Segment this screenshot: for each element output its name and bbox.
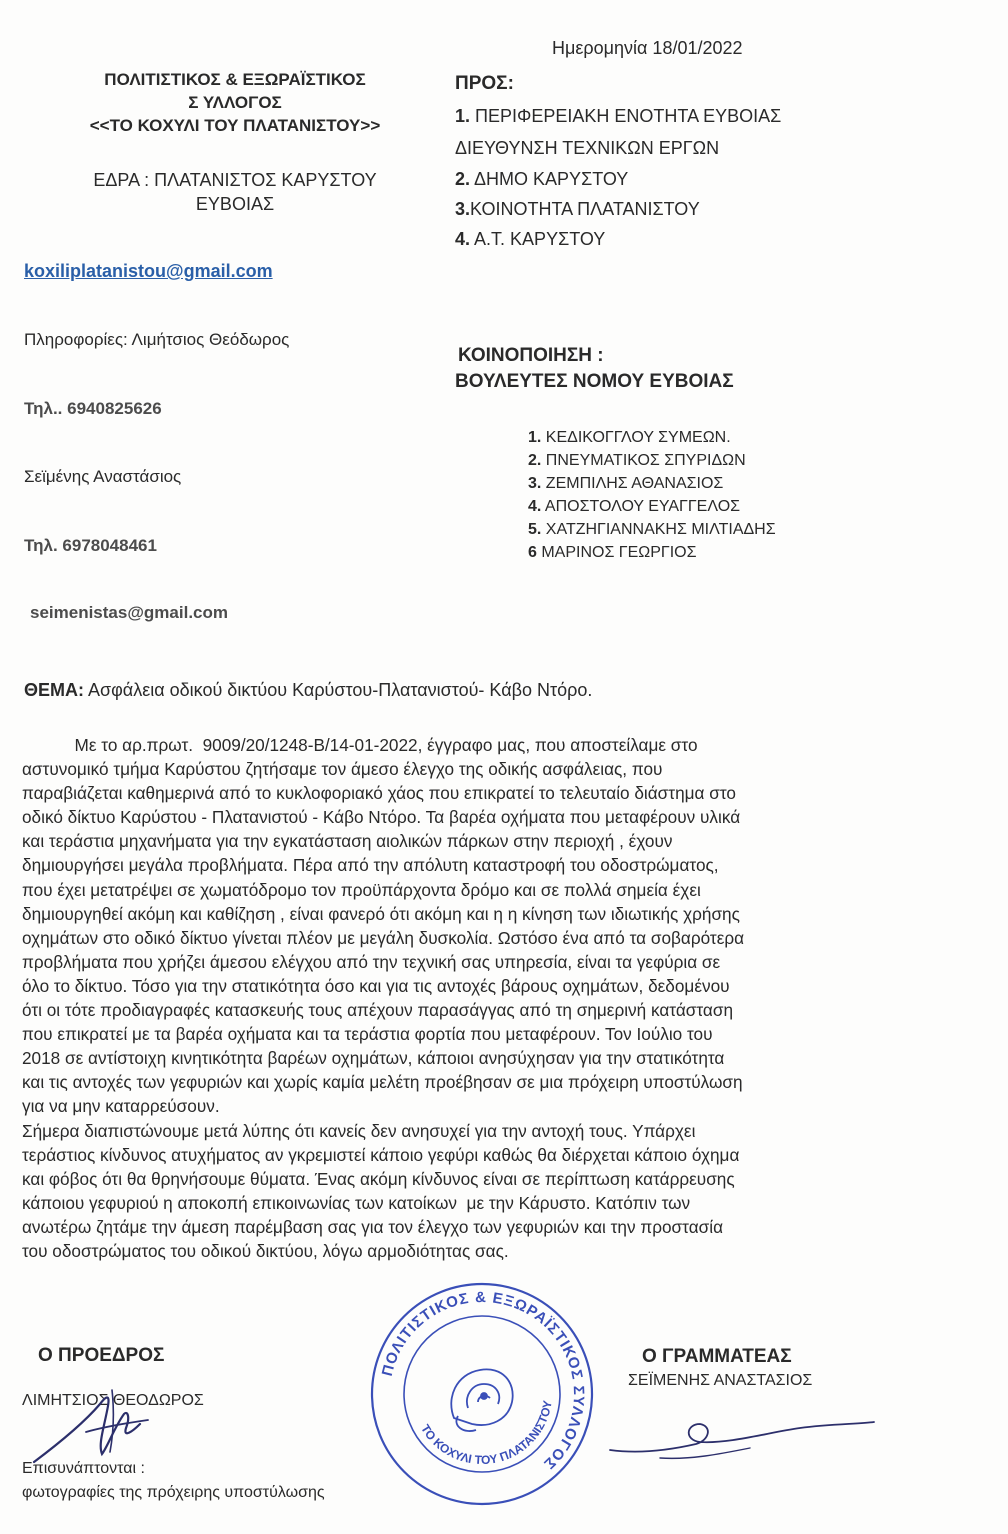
- body-line: και φόβος ότι θα θρηνήσουμε θύματα. Ένας ακόμη κίνδυνος είναι σε περίπτωση κατάρρευσης: [22, 1168, 735, 1189]
- email-2: seimenistas@gmail.com: [30, 603, 228, 622]
- sender-organisation: [50, 68, 420, 137]
- recipient-item: [455, 199, 700, 220]
- shell-icon: [451, 1369, 512, 1431]
- body-line: του οδοστρώματος του οδικού δικτύου, λόγω αρμοδιότητας σας.: [22, 1240, 509, 1261]
- president-name: ΛΙΜΗΤΣΙΟΣ ΘΕΟΔΩΡΟΣ: [22, 1392, 204, 1409]
- recipient-text: ΔΗΜΟ ΚΑΡΥΣΤΟΥ: [470, 169, 629, 189]
- body-line: ανωτέρω ζητάμε την άμεση παρέμβαση σας για τον έλεγχο των γεφυριών και την προστασία: [22, 1216, 724, 1237]
- list-item: [528, 541, 776, 564]
- sender-seat: [40, 168, 430, 216]
- recipient-text: Α.Τ. ΚΑΡΥΣΤΟΥ: [470, 229, 606, 249]
- mp-name: ΧΑΤΖΗΓΙΑΝΝΑΚΗΣ ΜΙΛΤΙΑΔΗΣ: [541, 521, 776, 538]
- mp-number: 5.: [528, 521, 542, 538]
- body-line: 2018 σε αντίστοιχη κινητικότητα βαρέων οχημάτων, κάποιοι ανησύχησαν για την στατικότητα: [22, 1048, 725, 1069]
- seat-line2: ΕΥΒΟΙΑΣ: [195, 194, 275, 214]
- body-line: προβλήματα που χρήζει άμεσου ελέγχου από την τεχνική σας υπηρεσία, είναι τα γεφύρια σε: [22, 951, 721, 972]
- body-line: κάποιου γεφυριού η αποκοπή επικοινωνίας των κατοίκων με την Κάρυστο. Κατόπιν των: [22, 1192, 691, 1213]
- body-line: και τεράστια μηχανήματα για την εγκατάσταση αιολικών πάρκων στην περιοχή , έχουν: [22, 831, 673, 852]
- list-item: [528, 426, 776, 449]
- body-line: Με το αρ.πρωτ. 9009/20/1248-Β/14-01-2022, έγγραφο μας, που αποστείλαμε στο: [22, 735, 698, 755]
- recipient-number: 2.: [455, 169, 471, 189]
- date-line: Ημερομηνία 18/01/2022: [552, 38, 743, 58]
- list-item: [528, 518, 776, 541]
- recipient-item: [455, 229, 605, 250]
- cc-heading: ΚΟΙΝΟΠΟΙΗΣΗ :: [458, 345, 604, 366]
- body-line: Σήμερα διαπιστώνουμε μετά λύπης ότι κανείς δεν ανησυχεί για την αντοχή τους. Υπάρχει: [22, 1120, 696, 1141]
- recipients-heading: ΠΡΟΣ:: [455, 73, 514, 94]
- body-line: ότι οι τότε προδιαγραφές κατασκευής τους απέχουν παρασάγγας από τη σημερινή κατάσταση: [22, 1000, 734, 1021]
- recipient-number: 1.: [455, 106, 471, 126]
- contact-person-2: Σεϊμένης Αναστάσιος: [24, 467, 182, 486]
- subject-label: ΘΕΜΑ:: [24, 680, 84, 700]
- letter-body: [22, 733, 908, 1263]
- mp-list: [528, 426, 776, 564]
- org-name-line2: Σ ΥΛΛΟΓΟΣ: [188, 93, 282, 112]
- recipient-text: ΠΕΡΙΦΕΡΕΙΑΚΗ ΕΝΟΤΗΤΑ ΕΥΒΟΙΑΣ: [470, 106, 782, 126]
- recipient-number: 4.: [455, 229, 471, 249]
- org-name-line1: ΠΟΛΙΤΙΣΤΙΚΟΣ & ΕΞΩΡΑΪΣΤΙΚΟΣ: [104, 70, 366, 89]
- president-title: Ο ΠΡΟΕΔΡΟΣ: [38, 1345, 165, 1366]
- seat-line1: ΕΔΡΑ : ΠΛΑΤΑΝΙΣΤΟΣ ΚΑΡΥΣΤΟΥ: [93, 170, 377, 190]
- seal-inner-text: ΤΟ ΚΟΧΥΛΙ ΤΟΥ ΠΛΑΤΑΝΙΣΤΟΥ: [418, 1399, 555, 1468]
- phone-2: Τηλ. 6978048461: [24, 536, 157, 555]
- mp-number: 6: [528, 544, 537, 561]
- body-line: που έχει μετατρέψει σε χωματόδρομο τον προϋπάρχοντα δρόμο και σε πολλά σημεία έχει: [22, 879, 701, 900]
- body-line: για να μην καταρρεύσουν.: [22, 1096, 220, 1117]
- seal-ring-text: ΠΟΛΙΤΙΣΤΙΚΟΣ & ΕΞΩΡΑΪΣΤΙΚΟΣ ΣΥΛΛΟΓΟΣ: [378, 1288, 588, 1473]
- association-seal: [366, 1278, 598, 1510]
- body-line: δημιουργηθεί ακόμη και καθίζηση , είναι φανερό ότι ακόμη και η η κίνηση των ιδιωτικής χρήσης: [22, 903, 740, 924]
- recipient-number: 3.: [455, 199, 471, 219]
- attachments-label: Επισυνάπτονται :: [22, 1460, 145, 1477]
- list-item: [528, 449, 776, 472]
- mp-number: 4.: [528, 498, 542, 515]
- mp-name: ΠΝΕΥΜΑΤΙΚΟΣ ΣΠΥΡΙΔΩΝ: [541, 452, 746, 469]
- mp-number: 1.: [528, 429, 542, 446]
- body-line: που επικρατεί με τα βαρέα οχήματα και τα τεράστια φορτία που μεταφέρουν. Τον Ιούλιο του: [22, 1024, 713, 1045]
- body-line: οδικό δίκτυο Καρύστου - Πλατανιστού - Κάβο Ντόρο. Τα βαρέα οχήματα που μεταφέρουν υλικά: [22, 807, 741, 828]
- org-name-line3: <<ΤΟ ΚΟΧΥΛΙ ΤΟΥ ΠΛΑΤΑΝΙΣΤΟΥ>>: [89, 116, 381, 135]
- cc-subheading: ΒΟΥΛΕΥΤΕΣ ΝΟΜΟΥ ΕΥΒΟΙΑΣ: [455, 371, 734, 392]
- list-item: [528, 472, 776, 495]
- mp-name: ΑΠΟΣΤΟΛΟΥ ΕΥΑΓΓΕΛΟΣ: [541, 498, 741, 515]
- body-line: αστυνομικό τμήμα Καρύστου ζητήσαμε τον άμεσο έλεγχο της οδικής ασφάλειας, που: [22, 759, 663, 780]
- list-item: [528, 495, 776, 518]
- secretary-signature: [600, 1398, 880, 1478]
- info-contact: Πληροφορίες: Λιμήτσιος Θεόδωρος: [24, 330, 290, 349]
- mp-name: ΜΑΡΙΝΟΣ ΓΕΩΡΓΙΟΣ: [536, 544, 697, 561]
- recipient-text: ΚΟΙΝΟΤΗΤΑ ΠΛΑΤΑΝΙΣΤΟΥ: [470, 199, 700, 219]
- body-line: όλο το δίκτυο. Τόσο για την στατικότητα όσο και για τις αντοχές βάρους οχημάτων, δεδομένου: [22, 975, 730, 996]
- secretary-title: Ο ΓΡΑΜΜΑΤΕΑΣ: [642, 1346, 792, 1367]
- recipient-text: ΔΙΕΥΘΥΝΣΗ ΤΕΧΝΙΚΩΝ ΕΡΓΩΝ: [455, 138, 720, 158]
- secretary-name: ΣΕΪΜΕΝΗΣ ΑΝΑΣΤΑΣΙΟΣ: [628, 1372, 813, 1389]
- body-line: δημιουργήσει μεγάλα προβλήματα. Πέρα από την απόλυτη καταστροφή του οδοστρώματος,: [22, 855, 719, 876]
- body-line: παραβιάζεται καθημερινά από το κυκλοφοριακό χάος που επικρατεί το τελευταίο διάστημα στο: [22, 783, 736, 804]
- body-line: και τις αντοχές των γεφυριών και χωρίς καμία μελέτη προέβησαν σε μια πρόχειρη υποστύλωση: [22, 1072, 743, 1093]
- mp-name: ΖΕΜΠΙΛΗΣ ΑΘΑΝΑΣΙΟΣ: [541, 475, 724, 492]
- mp-name: ΚΕΔΙΚΟΓΓΛΟΥ ΣΥΜΕΩΝ.: [541, 429, 731, 446]
- body-line: τεράστιος κίνδυνος ατυχήματος αν γκρεμιστεί κάποιο γεφύρι καθώς θα διέρχεται κάποιο όχημα: [22, 1144, 740, 1165]
- phone-1: Τηλ.. 6940825626: [24, 399, 162, 418]
- recipient-item: [455, 106, 781, 127]
- mp-number: 2.: [528, 452, 542, 469]
- recipient-item: [455, 169, 628, 190]
- attachments-text: φωτογραφίες της πρόχειρης υποστύλωσης: [22, 1484, 325, 1501]
- subject-text: Ασφάλεια οδικού δικτύου Καρύστου-Πλατανιστού- Κάβο Ντόρο.: [84, 680, 593, 700]
- recipient-item: [455, 138, 719, 159]
- email-link[interactable]: koxiliplatanistou@gmail.com: [24, 261, 273, 281]
- mp-number: 3.: [528, 475, 542, 492]
- body-line: οχημάτων στο οδικό δίκτυο γίνεται πλέον με μεγάλη δυσκολία. Ωστόσο ένα από τα σοβαρότερα: [22, 927, 745, 948]
- subject-line: [24, 680, 592, 701]
